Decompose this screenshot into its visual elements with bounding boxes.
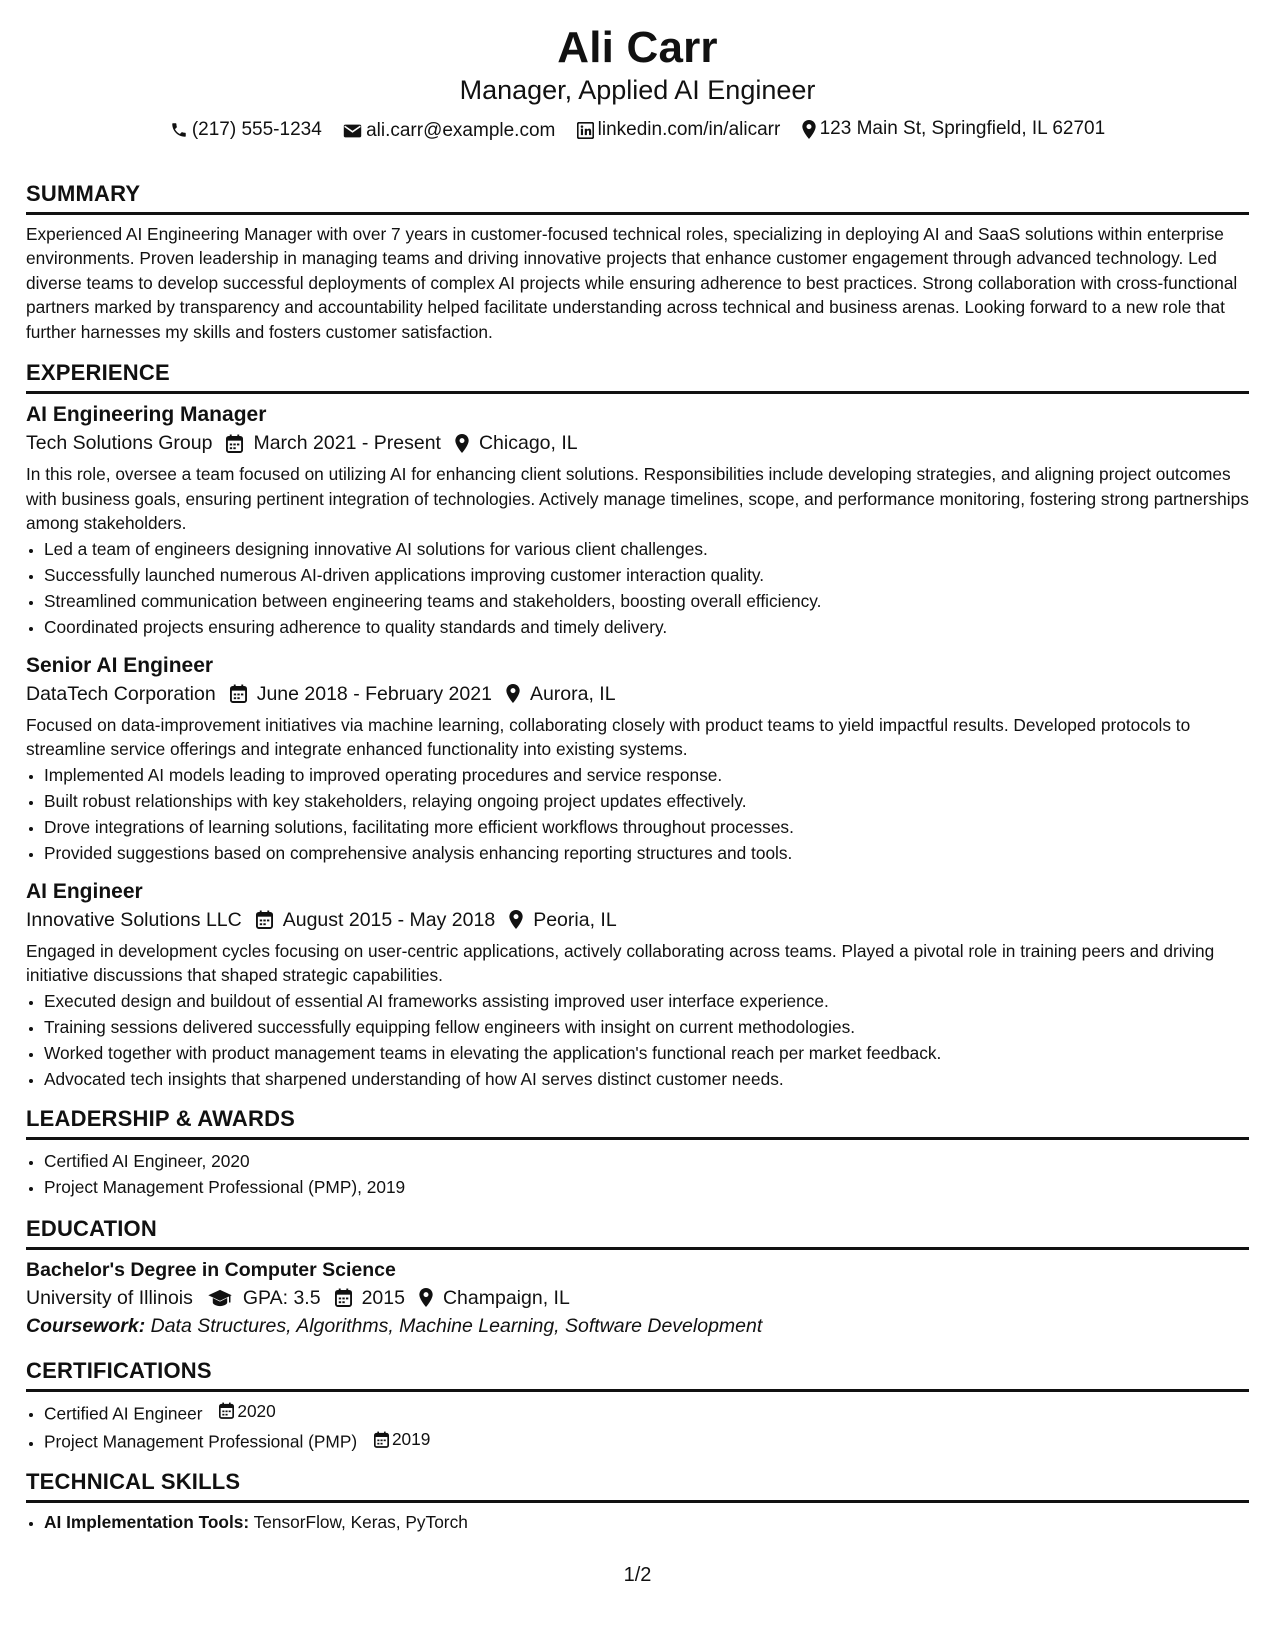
graduation-year: 2015 bbox=[361, 1286, 405, 1309]
certification-year: 2020 bbox=[237, 1400, 276, 1421]
leadership-heading: LEADERSHIP & AWARDS bbox=[26, 1106, 1249, 1140]
job-entry bbox=[26, 652, 1249, 866]
list-item: • Coordinated projects ensuring adherence to quality standards and timely delivery. bbox=[44, 614, 1249, 640]
calendar-icon bbox=[374, 1431, 389, 1448]
leadership-section bbox=[26, 1106, 1249, 1200]
skills-section bbox=[26, 1469, 1249, 1535]
candidate-name: Ali Carr bbox=[557, 23, 718, 72]
list-item: • Implemented AI models leading to improved operating procedures and service response. bbox=[44, 762, 1249, 788]
contact-phone[interactable] bbox=[170, 117, 322, 143]
candidate-title: Manager, Applied AI Engineer bbox=[459, 75, 816, 105]
job-description: Engaged in development cycles focusing on user-centric applications, actively collaborating across teams. Played a pivotal role in training peers and driving initiative discussions that shaped strategic capabilities. bbox=[26, 940, 1215, 985]
page-number: 1/2 bbox=[623, 1564, 652, 1586]
certification-name: Project Management Professional (PMP) bbox=[44, 1431, 358, 1452]
job-title: AI Engineering Manager bbox=[26, 403, 267, 426]
school: University of Illinois bbox=[26, 1286, 193, 1309]
skills-heading: TECHNICAL SKILLS bbox=[26, 1469, 1249, 1503]
contact-linkedin[interactable] bbox=[577, 117, 781, 143]
list-item: • Drove integrations of learning solutions, facilitating more efficient workflows throughout processes. bbox=[44, 814, 1249, 840]
map-pin-icon bbox=[509, 910, 523, 929]
contact-address bbox=[802, 116, 1106, 142]
certification-year: 2019 bbox=[391, 1429, 431, 1449]
coursework bbox=[26, 1312, 1249, 1340]
map-pin-icon bbox=[455, 434, 469, 453]
awards-list bbox=[26, 1148, 1249, 1200]
skill-value: TensorFlow, Keras, PyTorch bbox=[253, 1511, 468, 1532]
list-item: • Provided suggestions based on comprehensive analysis enhancing reporting structures and tools. bbox=[44, 840, 1249, 866]
list-item: • Successfully launched numerous AI-driven applications improving customer interaction quality. bbox=[44, 562, 1249, 588]
envelope-icon bbox=[343, 123, 362, 139]
graduation-cap-icon bbox=[207, 1289, 233, 1307]
list-item: • Project Management Professional (PMP), 2019 bbox=[44, 1174, 1249, 1200]
degree: Bachelor's Degree in Computer Science bbox=[26, 1258, 396, 1281]
gpa: GPA: 3.5 bbox=[242, 1286, 321, 1309]
summary-heading: SUMMARY bbox=[26, 181, 1249, 215]
summary-section bbox=[26, 181, 1249, 345]
job-description: In this role, oversee a team focused on utilizing AI for enhancing client solutions. Responsibilities include developing strategies, and aligning project outcomes with business goals, ensuring pertinent integration of technologies. Actively manage timelines, scope, and performance monitoring, fostering strong partnerships among stakeholders. bbox=[26, 464, 1249, 533]
job-company: DataTech Corporation bbox=[26, 682, 216, 705]
calendar-icon bbox=[335, 1288, 352, 1307]
summary-text: Experienced AI Engineering Manager with over 7 years in customer-focused technical roles, specializing in deploying AI and SaaS solutions within enterprise environments. Proven leadership in managing teams and driving innovative projects that enhance customer engagement through advanced technology. Led diverse teams to develop successful deployments of complex AI projects while ensuring adherence to best practices. Strong collaboration with cross-functional partners marked by transparency and accountability helped facilitate understanding across technical and business arenas. Looking forward to a new role that further harnesses my skills and fosters customer satisfaction. bbox=[26, 223, 1238, 342]
map-pin-icon bbox=[419, 1288, 433, 1307]
phone-icon bbox=[170, 121, 188, 139]
list-item: • Training sessions delivered successfully equipping fellow engineers with insight on current methodologies. bbox=[44, 1014, 1249, 1040]
experience-heading: EXPERIENCE bbox=[26, 360, 1249, 394]
list-item: • Built robust relationships with key stakeholders, relaying ongoing project updates effectively. bbox=[44, 788, 1249, 814]
list-item: • Certified AI Engineer, 2020 bbox=[44, 1148, 1249, 1174]
certifications-heading: CERTIFICATIONS bbox=[26, 1358, 1249, 1392]
job-location: Chicago, IL bbox=[478, 432, 578, 454]
certifications-list bbox=[26, 1398, 1249, 1455]
job-meta bbox=[26, 680, 1249, 708]
job-dates: March 2021 - Present bbox=[253, 432, 441, 454]
linkedin-icon bbox=[577, 122, 594, 139]
job-bullets bbox=[26, 536, 1249, 640]
job-bullets bbox=[26, 988, 1249, 1092]
job-title: Senior AI Engineer bbox=[26, 653, 214, 677]
list-item: • Led a team of engineers designing innovative AI solutions for various client challenges. bbox=[44, 536, 1249, 562]
calendar-icon bbox=[226, 434, 243, 453]
list-item: • Streamlined communication between engineering teams and stakeholders, boosting overall efficiency. bbox=[44, 588, 1249, 614]
education-meta bbox=[26, 1284, 1249, 1312]
job-entry bbox=[26, 878, 1249, 1092]
coursework-label: Coursework: bbox=[26, 1314, 146, 1337]
experience-section bbox=[26, 360, 1249, 1092]
job-dates: August 2015 - May 2018 bbox=[282, 908, 496, 931]
phone-text: (217) 555-1234 bbox=[191, 118, 322, 140]
list-item: • Worked together with product management teams in elevating the application's functional reach per market feedback. bbox=[44, 1040, 1249, 1066]
job-dates: June 2018 - February 2021 bbox=[256, 682, 492, 705]
map-pin-icon bbox=[506, 684, 520, 703]
list-item bbox=[44, 1398, 1249, 1427]
calendar-icon bbox=[256, 910, 273, 929]
contact-email[interactable] bbox=[343, 118, 555, 144]
skill-label: AI Implementation Tools: bbox=[44, 1511, 250, 1532]
list-item bbox=[44, 1509, 1249, 1535]
skills-list bbox=[26, 1509, 1249, 1535]
linkedin-text: linkedin.com/in/alicarr bbox=[597, 119, 781, 140]
job-location: Peoria, IL bbox=[533, 908, 617, 931]
list-item: • Executed design and buildout of essential AI frameworks assisting improved user interface experience. bbox=[44, 988, 1249, 1014]
coursework-text: Data Structures, Algorithms, Machine Learning, Software Development bbox=[150, 1314, 763, 1337]
job-meta bbox=[26, 906, 1249, 934]
job-bullets bbox=[26, 762, 1249, 866]
education-section bbox=[26, 1216, 1249, 1340]
list-item bbox=[44, 1426, 1249, 1455]
certifications-section bbox=[26, 1358, 1249, 1455]
address-text: 123 Main St, Springfield, IL 62701 bbox=[819, 118, 1106, 139]
job-entry bbox=[26, 401, 1249, 640]
certification-name: Certified AI Engineer bbox=[44, 1403, 203, 1423]
job-location: Aurora, IL bbox=[529, 682, 616, 705]
list-item: • Advocated tech insights that sharpened understanding of how AI serves distinct customer needs. bbox=[44, 1066, 1249, 1092]
job-company: Innovative Solutions LLC bbox=[26, 908, 242, 931]
email-text: ali.carr@example.com bbox=[366, 119, 556, 141]
calendar-icon bbox=[230, 684, 247, 703]
job-title: AI Engineer bbox=[26, 879, 143, 903]
education-location: Champaign, IL bbox=[442, 1286, 570, 1309]
job-description: Focused on data-improvement initiatives via machine learning, collaborating closely with product teams to yield impactful results. Developed protocols to streamline service offerings and integrate enhanced functionality into existing systems. bbox=[26, 714, 1191, 759]
resume-page bbox=[26, 22, 1249, 1535]
education-heading: EDUCATION bbox=[26, 1216, 1249, 1250]
contact-line bbox=[26, 116, 1249, 147]
job-meta bbox=[26, 429, 1249, 457]
map-pin-icon bbox=[802, 120, 816, 139]
calendar-icon bbox=[219, 1402, 234, 1419]
job-company: Tech Solutions Group bbox=[26, 432, 213, 454]
